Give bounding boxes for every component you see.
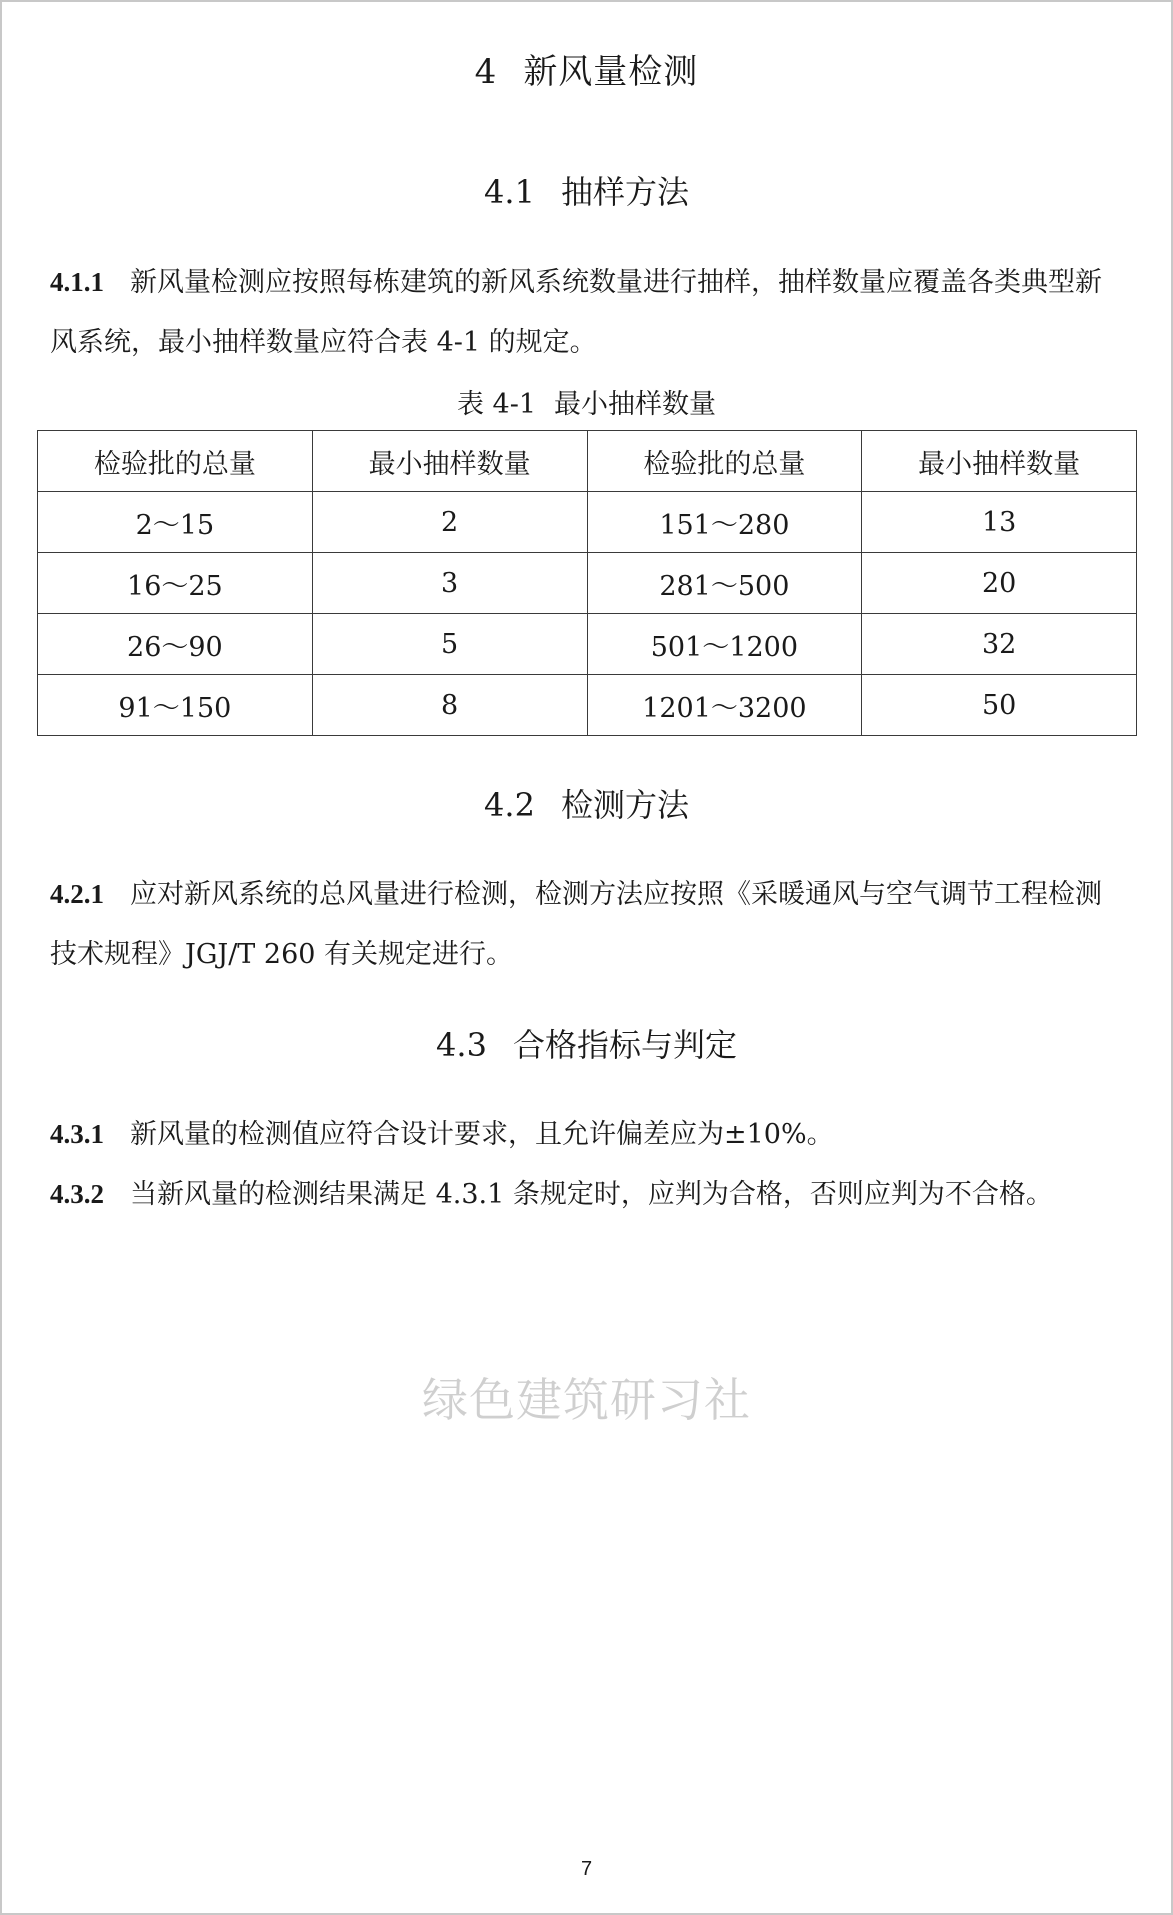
clause-text: 应对新风系统的总风量进行检测，检测方法应按照《采暖通风与空气调节工程检测技术规程》JGJ/T 260 有关规定进行。 xyxy=(50,879,1102,970)
section-title-4-2 xyxy=(2,780,1171,826)
clause-number: 4.2.1 xyxy=(50,879,104,909)
clause-number: 4.3.1 xyxy=(50,1119,104,1149)
clause-text: 新风量检测应按照每栋建筑的新风系统数量进行抽样，抽样数量应覆盖各类典型新风系统，最小抽样数量应符合表 4-1 的规定。 xyxy=(50,267,1102,358)
clause-4-3-1 xyxy=(50,1104,1120,1165)
table-row xyxy=(38,675,1137,736)
table-cell: 281～500 xyxy=(587,553,862,614)
table-row xyxy=(38,614,1137,675)
table-caption-number: 表 4-1 xyxy=(456,389,537,420)
section-number: 4.2 xyxy=(484,786,535,824)
section-title-text: 合格指标与判定 xyxy=(512,1026,737,1064)
table-header-cell: 检验批的总量 xyxy=(587,431,862,492)
clause-number: 4.1.1 xyxy=(50,267,104,297)
page-number: 7 xyxy=(580,1858,593,1880)
table-cell: 2 xyxy=(312,492,587,553)
chapter-title xyxy=(2,44,1171,93)
table-header-cell: 最小抽样数量 xyxy=(312,431,587,492)
table-caption-title: 最小抽样数量 xyxy=(554,389,717,420)
chapter-title-text: 新风量检测 xyxy=(523,52,699,92)
table-cell: 8 xyxy=(312,675,587,736)
table-row xyxy=(38,492,1137,553)
section-number: 4.3 xyxy=(436,1026,487,1064)
table-caption xyxy=(2,382,1171,421)
table-cell: 13 xyxy=(862,492,1137,553)
table-cell: 20 xyxy=(862,553,1137,614)
table-cell: 501～1200 xyxy=(587,614,862,675)
watermark: 绿色建筑研习社 xyxy=(422,1373,751,1427)
table-header-cell: 检验批的总量 xyxy=(38,431,313,492)
table-header-cell: 最小抽样数量 xyxy=(862,431,1137,492)
chapter-number: 4 xyxy=(474,52,498,92)
section-number: 4.1 xyxy=(484,173,535,211)
clause-text: 新风量的检测值应符合设计要求，且允许偏差应为±10%。 xyxy=(130,1119,834,1150)
clause-text: 当新风量的检测结果满足 4.3.1 条规定时，应判为合格，否则应判为不合格。 xyxy=(130,1179,1053,1210)
section-title-4-1 xyxy=(2,167,1171,213)
clause-4-3-2 xyxy=(50,1164,1120,1225)
clause-4-1-1 xyxy=(50,252,1120,373)
table-row xyxy=(38,553,1137,614)
table-cell: 32 xyxy=(862,614,1137,675)
table-header-row xyxy=(38,431,1137,492)
table-cell: 2～15 xyxy=(38,492,313,553)
table-cell: 1201～3200 xyxy=(587,675,862,736)
table-cell: 5 xyxy=(312,614,587,675)
table-cell: 50 xyxy=(862,675,1137,736)
section-title-4-3 xyxy=(2,1020,1171,1066)
section-title-text: 抽样方法 xyxy=(560,173,689,211)
table-cell: 151～280 xyxy=(587,492,862,553)
section-title-text: 检测方法 xyxy=(560,786,689,824)
table-cell: 26～90 xyxy=(38,614,313,675)
table-cell: 3 xyxy=(312,553,587,614)
clause-number: 4.3.2 xyxy=(50,1179,104,1209)
min-sample-table xyxy=(37,430,1137,736)
table-cell: 91～150 xyxy=(38,675,313,736)
table-cell: 16～25 xyxy=(38,553,313,614)
clause-4-2-1 xyxy=(50,864,1120,985)
